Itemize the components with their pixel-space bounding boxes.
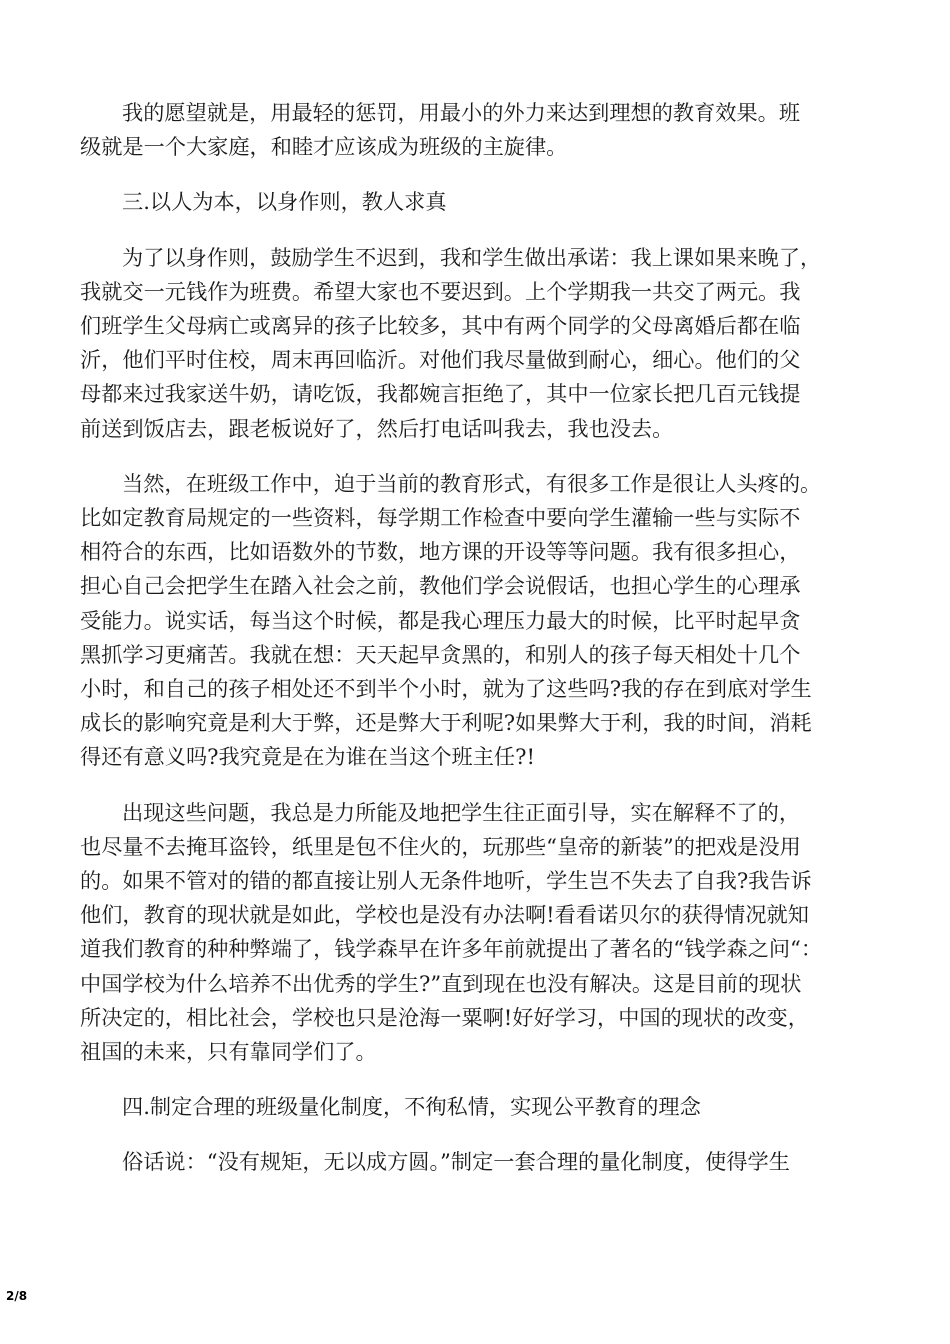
paragraph-concerns bbox=[80, 467, 870, 775]
page-number: 2/8 bbox=[6, 1289, 28, 1303]
text-line: 我就交一元钱作为班费。希望大家也不要迟到。上个学期我一共交了两元。我 bbox=[80, 278, 801, 304]
text-line: 小时，和自己的孩子相处还不到半个小时，就为了这些吗?我的存在到底对学生 bbox=[80, 676, 812, 702]
paragraph-example bbox=[80, 241, 870, 446]
text-line: 比如定教育局规定的一些资料，每学期工作检查中要向学生灌输一些与实际不 bbox=[80, 505, 801, 531]
text-line: 担心自己会把学生在踏入社会之前，教他们学会说假话，也担心学生的心理承 bbox=[80, 573, 801, 599]
text-line: 祖国的未来，只有靠同学们了。 bbox=[80, 1039, 377, 1065]
text-line: 中国学校为什么培养不出优秀的学生?”直到现在也没有解决。这是目前的现状 bbox=[80, 970, 802, 996]
text-line: 出现这些问题，我总是力所能及地把学生往正面引导，实在解释不了的， bbox=[122, 799, 801, 825]
text-line: 的。如果不管对的错的都直接让别人无条件地听，学生岂不失去了自我?我告诉 bbox=[80, 868, 812, 894]
text-line: 们班学生父母病亡或离异的孩子比较多，其中有两个同学的父母离婚后都在临 bbox=[80, 313, 801, 339]
text-line: 道我们教育的种种弊端了，钱学森早在许多年前就提出了著名的“钱学森之问“： bbox=[80, 936, 823, 962]
text-line: 黑抓学习更痛苦。我就在想：天天起早贪黑的，和别人的孩子每天相处十几个 bbox=[80, 641, 801, 667]
text-line: 成长的影响究竟是利大于弊，还是弊大于利呢?如果弊大于利，我的时间，消耗 bbox=[80, 710, 812, 736]
text-line: 受能力。说实话，每当这个时候，都是我心理压力最大的时候，比平时起早贪 bbox=[80, 607, 801, 633]
paragraph-guidance bbox=[80, 796, 870, 1070]
text-line: 我的愿望就是，用最轻的惩罚，用最小的外力来达到理想的教育效果。班 bbox=[122, 100, 801, 125]
section-heading-3 bbox=[80, 185, 870, 219]
paragraph-wish bbox=[80, 96, 870, 164]
heading-text: 四.制定合理的班级量化制度，不徇私情，实现公平教育的理念 bbox=[122, 1094, 701, 1120]
section-heading-4 bbox=[80, 1090, 870, 1124]
text-line: 也尽量不去掩耳盗铃，纸里是包不住火的，玩那些“皇帝的新装”的把戏是没用 bbox=[80, 833, 801, 859]
text-line: 前送到饭店去，跟老板说好了，然后打电话叫我去，我也没去。 bbox=[80, 415, 674, 441]
text-line: 当然，在班级工作中，迫于当前的教育形式，有很多工作是很让人头疼的。 bbox=[122, 470, 822, 496]
text-line: 他们，教育的现状就是如此，学校也是没有办法啊!看看诺贝尔的获得情况就知 bbox=[80, 902, 809, 928]
text-line: 俗话说：“没有规矩，无以成方圆。”制定一套合理的量化制度，使得学生 bbox=[122, 1149, 790, 1175]
text-line: 所决定的，相比社会，学校也只是沧海一粟啊!好好学习，中国的现状的改变， bbox=[80, 1004, 809, 1030]
text-line: 得还有意义吗?我究竟是在为谁在当这个班主任?! bbox=[80, 744, 535, 770]
paragraph-rules bbox=[80, 1145, 870, 1179]
text-line: 为了以身作则，鼓励学生不迟到，我和学生做出承诺：我上课如果来晚了， bbox=[122, 244, 822, 270]
text-line: 母都来过我家送牛奶，请吃饭，我都婉言拒绝了，其中一位家长把几百元钱提 bbox=[80, 381, 801, 407]
heading-text: 三.以人为本，以身作则，教人求真 bbox=[122, 189, 447, 215]
text-line: 级就是一个大家庭，和睦才应该成为班级的主旋律。 bbox=[80, 134, 568, 160]
text-line: 沂，他们平时住校，周末再回临沂。对他们我尽量做到耐心，细心。他们的父 bbox=[80, 347, 801, 373]
document-page bbox=[80, 96, 870, 1201]
text-line: 相符合的东西，比如语数外的节数，地方课的开设等等问题。我有很多担心， bbox=[80, 539, 801, 565]
